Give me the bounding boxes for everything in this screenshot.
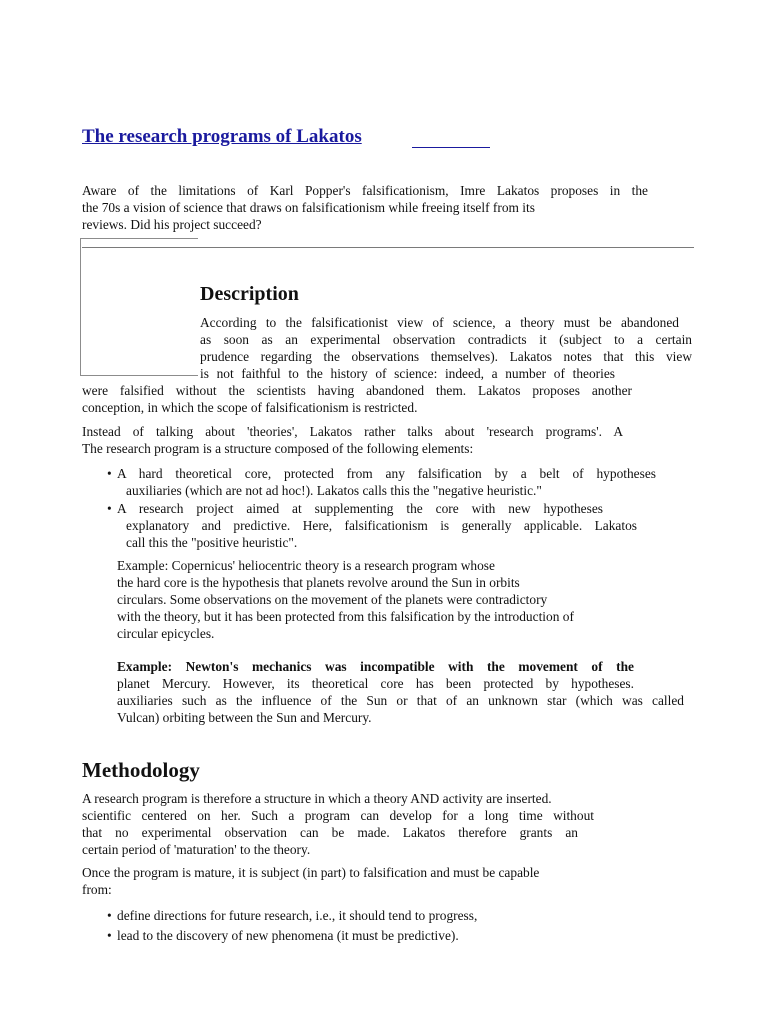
frame-bottom-rule [80,375,198,376]
methodology-line: scientific centered on her. Such a program can develop for a long time without [82,808,594,823]
frame-left-rule [80,238,81,376]
list-item-line: explanatory and predictive. Here, falsificationism is generally applicable. Lakatos [126,518,637,533]
example-line: with the theory, but it has been protected from this falsification by the introduction of [117,609,574,624]
bullet-icon: • [107,466,112,481]
methodology-line: certain period of 'maturation' to the theory. [82,842,311,857]
bullet-icon: • [107,908,112,923]
list-item-line: A research project aimed at supplementing the core with new hypotheses [117,501,603,516]
list-item-line: auxiliaries (which are not ad hoc!). Lakatos calls this the "negative heuristic." [126,483,542,498]
intro-line: Aware of the limitations of Karl Popper's falsificationism, Imre Lakatos proposes in the [82,183,648,198]
document-title[interactable]: The research programs of Lakatos [82,126,362,147]
example-line: Vulcan) orbiting between the Sun and Mercury. [117,710,372,725]
bullet-icon: • [107,501,112,516]
programs-intro-line: The research program is a structure composed of the following elements: [82,441,474,456]
section-divider [82,247,694,248]
example-line: planet Mercury. However, its theoretical core has been protected by hypotheses. [117,676,634,691]
methodology-line: from: [82,882,112,897]
methodology-line: Once the program is mature, it is subject (in part) to falsification and must be capable [82,865,540,880]
methodology-line: that no experimental observation can be made. Lakatos therefore grants an [82,825,578,840]
description-line: were falsified without the scientists having abandoned them. Lakatos proposes another [82,383,632,398]
title-underline [412,147,490,148]
example-line: circular epicycles. [117,626,215,641]
list-item-line: call this the "positive heuristic". [126,535,298,550]
description-line: prudence regarding the observations themselves). Lakatos notes that this view [200,349,692,364]
intro-line: reviews. Did his project succeed? [82,217,262,232]
requirement-item: lead to the discovery of new phenomena (it must be predictive). [117,928,459,943]
intro-line: the 70s a vision of science that draws on falsificationism while freeing itself from its [82,200,535,215]
methodology-heading: Methodology [82,758,200,782]
example-line: the hard core is the hypothesis that planets revolve around the Sun in orbits [117,575,520,590]
example-line: Example: Copernicus' heliocentric theory is a research program whose [117,558,495,573]
example-line: auxiliaries such as the influence of the Sun or that of an unknown star (which was called [117,693,684,708]
methodology-line: A research program is therefore a structure in which a theory AND activity are inserted. [82,791,552,806]
example-line: Example: Newton's mechanics was incompatible with the movement of the [117,659,634,674]
description-line: is not faithful to the history of science: indeed, a number of theories [200,366,615,381]
description-line: conception, in which the scope of falsificationism is restricted. [82,400,418,415]
frame-top-rule [80,238,198,239]
list-item-line: A hard theoretical core, protected from any falsification by a belt of hypotheses [117,466,656,481]
description-heading: Description [200,283,299,305]
example-line: circulars. Some observations on the movement of the planets were contradictory [117,592,548,607]
programs-intro-line: Instead of talking about 'theories', Lakatos rather talks about 'research programs'. A [82,424,623,439]
bullet-icon: • [107,928,112,943]
description-line: as soon as an experimental observation contradicts it (subject to a certain [200,332,692,347]
description-line: According to the falsificationist view of science, a theory must be abandoned [200,315,679,330]
requirement-item: define directions for future research, i.e., it should tend to progress, [117,908,478,923]
